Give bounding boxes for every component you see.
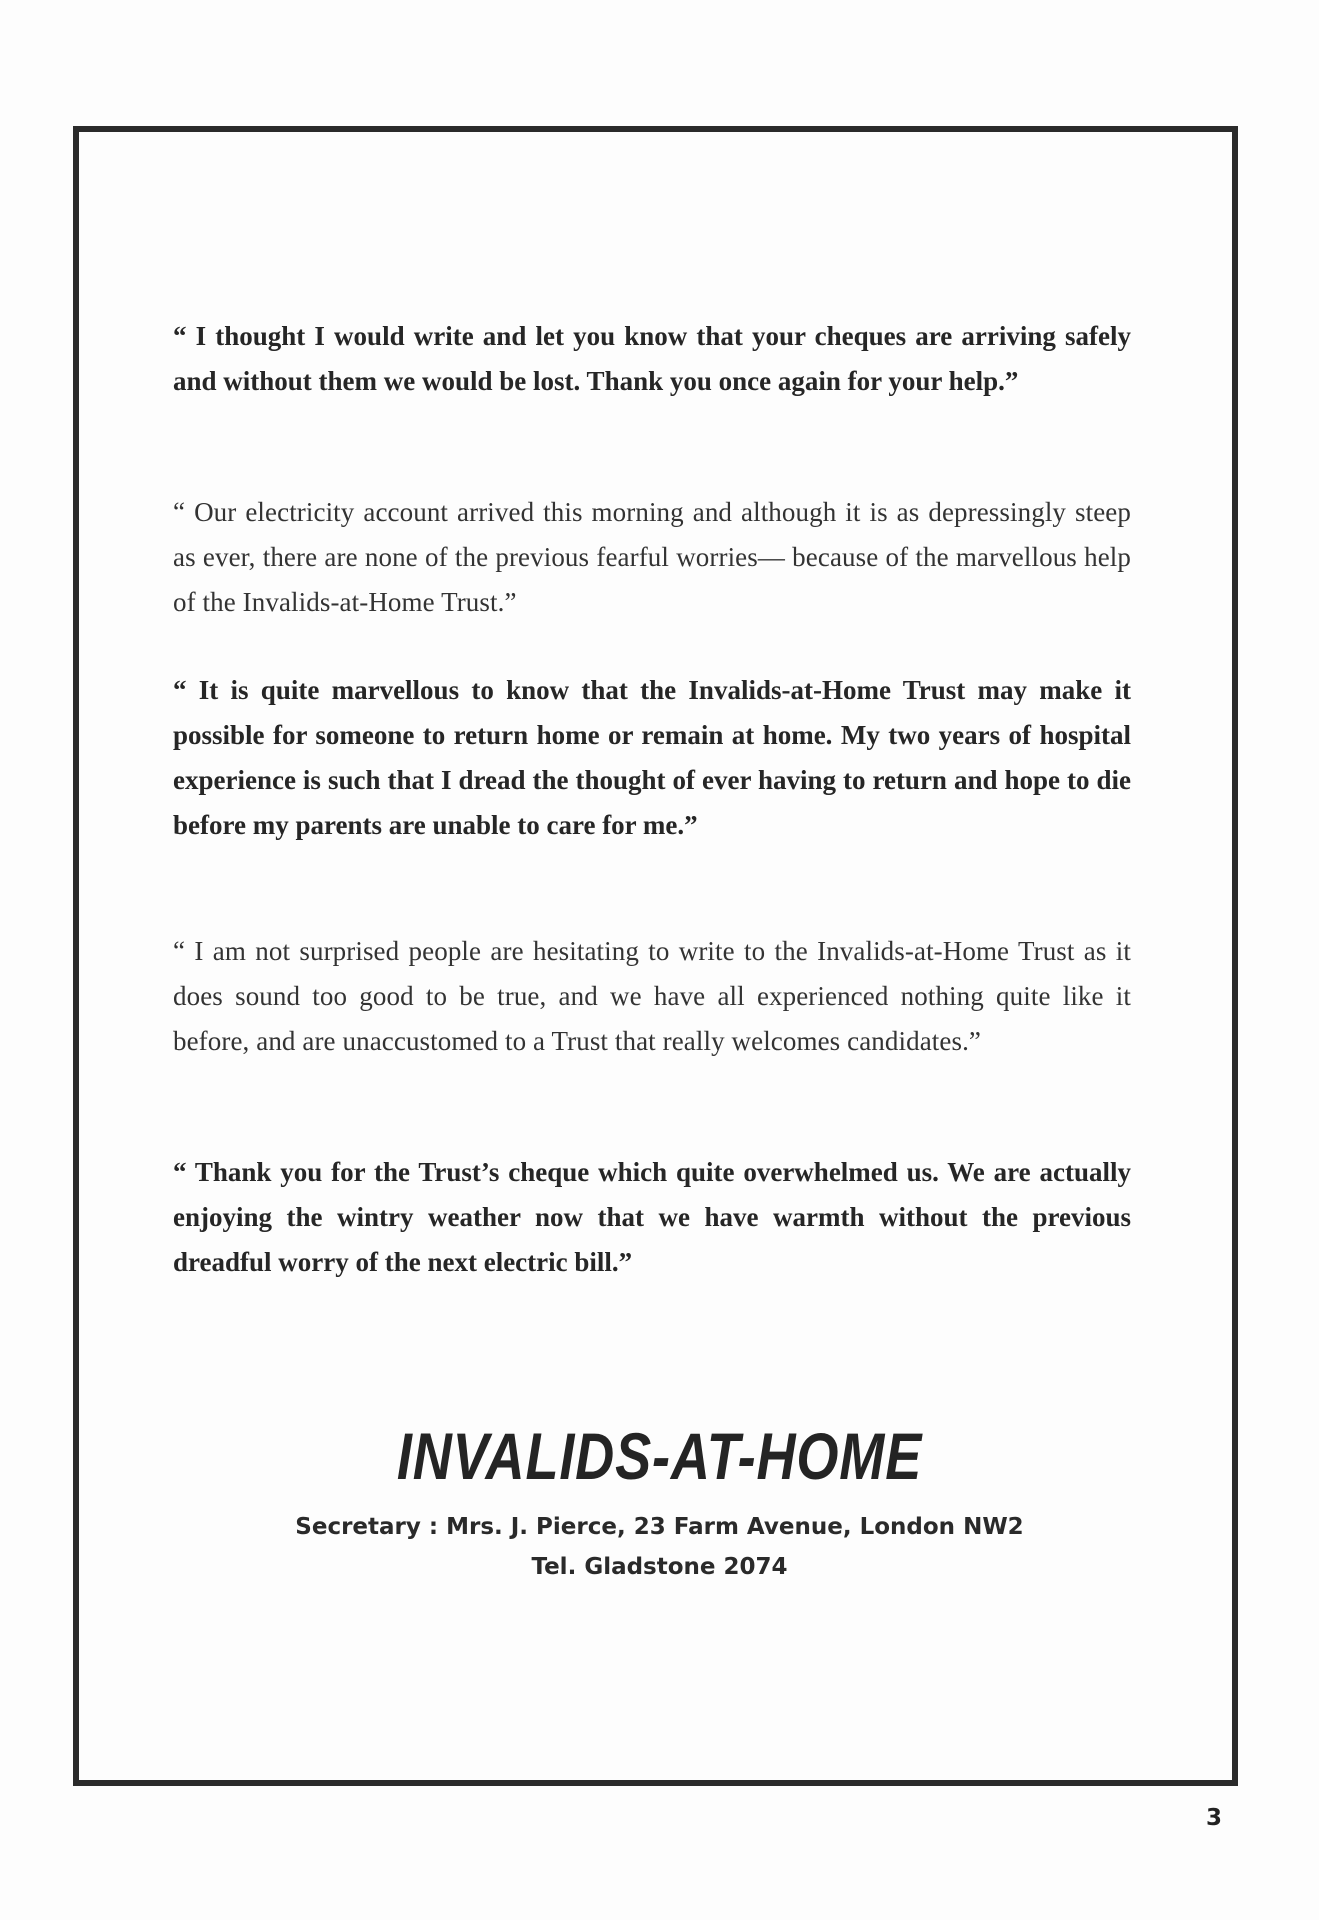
- testimonial-quote-4: “ I am not surprised people are hesitating to write to the Invalids-at-Home Trust as it does sound too good to be true, and we have all experienced nothing quite like it before, and are unaccustomed to a Trust that really welcomes candidates.”: [173, 936, 1131, 1056]
- page-number: 3: [1206, 1805, 1223, 1831]
- testimonial-quote-3: “ It is quite marvellous to know that the Invalids-at-Home Trust may make it possible for someone to return home or remain at home. My two years of hospital experience is such that I dread the thought of ever having to return and hope to die before my parents are unable to care for me.”: [173, 675, 1131, 840]
- testimonial-quote-1: “ I thought I would write and let you know that your cheques are arriving safely and without them we would be lost. Thank you once again for your help.”: [173, 321, 1131, 396]
- organization-name-heading: INVALIDS-AT-HOME: [396, 1419, 923, 1493]
- testimonial-quote-5: “ Thank you for the Trust’s cheque which quite overwhelmed us. We are actually enjoying the wintry weather now that we have warmth without the previous dreadful worry of the next electric bill.”: [173, 1157, 1131, 1277]
- secretary-address: Secretary : Mrs. J. Pierce, 23 Farm Avenue, London NW2: [295, 1514, 1024, 1540]
- testimonial-quote-2: “ Our electricity account arrived this morning and although it is as depressingly steep as ever, there are none of the previous fearful worries— because of the marvellous help of the Invalids-at-Home Trust.”: [173, 497, 1131, 617]
- telephone-number: Tel. Gladstone 2074: [531, 1554, 788, 1580]
